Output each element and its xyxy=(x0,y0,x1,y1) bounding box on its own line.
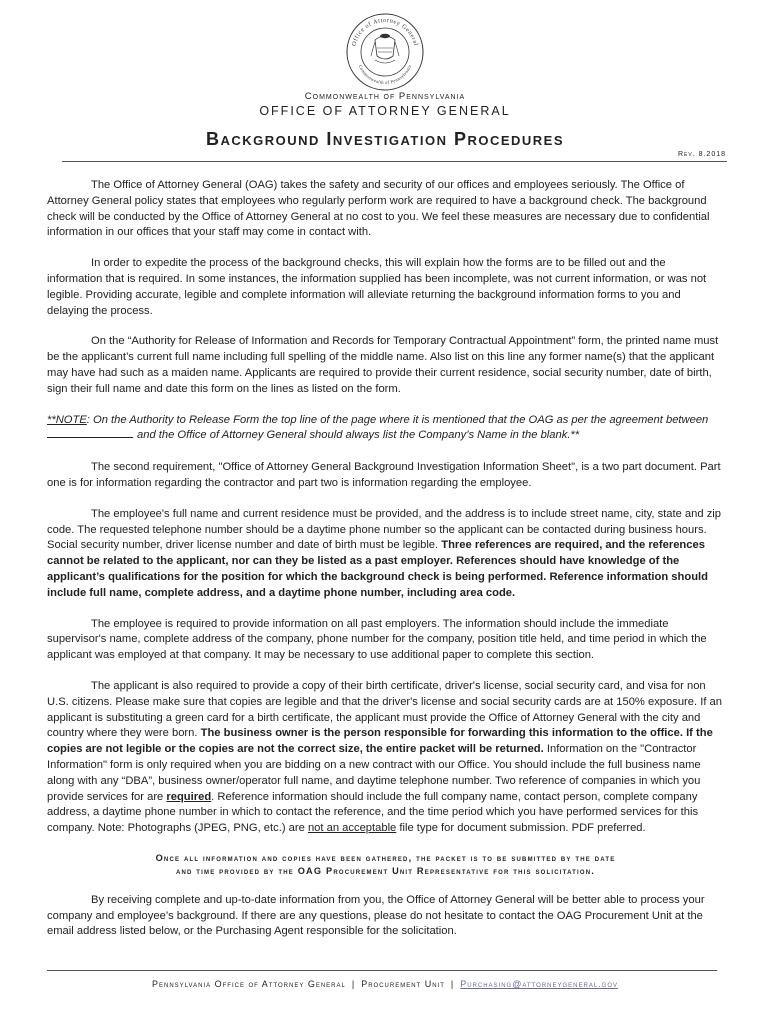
submission-notice xyxy=(47,852,724,878)
footer-org: Pennsylvania Office of Attorney General xyxy=(151,979,346,989)
paragraph-authority-form: On the “Authority for Release of Information and Records for Temporary Contractual Appointment” form, the printed name must be the applicant’s current full name including full spelling of the middle name. Also list on this line any former name(s) that the applicant may have had such as a maiden name. Applicants are required to provide their current residence, social security number, date of birth, sign their full name and date this form on the lines as listed on the form. xyxy=(47,335,719,395)
submission-notice-line1: Once all information and copies have been gathered, the packet is to be submitted by the date xyxy=(155,852,616,863)
pdf-preferred-text: file type for document submission. PDF preferred. xyxy=(399,822,646,835)
paragraph-past-employers: The employee is required to provide information on all past employers. The information should include the immediate supervisor's name, complete address of the company, phone number for the company, position title held, and time period in which the applicant was employed at that company. It may be necessary to use additional paper to complete this section. xyxy=(47,617,707,662)
revision-label: Rev. 8.2018 xyxy=(677,151,726,158)
page-title: Background Investigation Procedures xyxy=(205,129,565,149)
footer-unit: Procurement Unit xyxy=(361,979,445,989)
header-office: OFFICE OF ATTORNEY GENERAL xyxy=(259,104,511,118)
documents-text: The applicant is also required to provide a copy of their birth certificate, driver's license, social security card, and visa for non U.S. citizens. Please make sure that copies are legible and that the driver's license and social security cards are at 150% exposure. If an applicant is substituting a green card for a birth certificate, the applicant must provide the Office of Attorney General with the city and country where they were born. xyxy=(47,679,722,740)
paragraph-documents xyxy=(47,679,724,837)
company-name-blank xyxy=(47,428,133,438)
note-paragraph xyxy=(47,413,724,445)
paragraph-second-requirement: The second requirement, "Office of Attorney General Background Investigation Information Sheet", is a two part document. Part one is for information regarding the contractor and part two is information regarding the employee. xyxy=(47,461,721,489)
paragraph-closing: By receiving complete and up-to-date information from you, the Office of Attorney General will be better able to process your company and employee’s background. If there are any questions, please do not hesitate to contact the OAG Procurement Unit at the email address listed below, or the Purchasing Agent responsible for the solicitation. xyxy=(47,893,705,938)
seal-ring-text-top: Office of Attorney General xyxy=(350,16,420,47)
svg-text:Office of Attorney General xyxy=(351,17,420,47)
footer xyxy=(0,979,770,989)
note-label: **NOTE xyxy=(47,413,87,426)
footer-separator-2: | xyxy=(450,979,455,989)
owner-responsibility: The business owner is the person responsible for forwarding this information to the office. If the copies are not legible or the copies are not the correct size, the entire packet will be returned. xyxy=(47,727,713,756)
paragraph-intro: The Office of Attorney General (OAG) takes the safety and security of our offices and employees seriously. The Office of Attorney General policy states that employees who regularly perform work are required to have a background check. The background check will be conducted by the Office of Attorney General at no cost to you. We feel these measures are necessary due to confidential information in our offices that your staff may come in contact with. xyxy=(47,179,710,239)
header-commonwealth: Commonwealth of Pennsylvania xyxy=(304,91,466,102)
footer-separator-1: | xyxy=(351,979,356,989)
paragraph-expedite: In order to expedite the process of the background checks, this will explain how the forms are to be filled out and the information that is required. In some instances, the information supplied has been incomplete, was not current information, or was not legible. Providing accurate, legible and complete information will alleviate returning the background information forms to you and delaying the process. xyxy=(47,257,707,317)
required-emphasis: required xyxy=(166,790,212,803)
top-divider xyxy=(62,161,727,162)
note-text-1: : On the Authority to Release Form the top line of the page where it is mentioned that the OAG as per the agreement between xyxy=(86,413,709,426)
note-text-2: and the Office of Attorney General should always list the Company’s Name in the blank.** xyxy=(137,429,580,442)
paragraph-employee-info xyxy=(47,507,724,602)
not-acceptable-emphasis: not an acceptable xyxy=(307,822,397,835)
footer-email-link[interactable]: Purchasing@attorneygeneral.gov xyxy=(460,979,618,989)
references-requirement: Three references are required, and the references cannot be related to the applicant, nor can they be listed as a past employer. References should have knowledge of the applicant’s qualifications for the position for which the background check is being performed. Reference information should include full name, complete address, and a daytime phone number, including area code. xyxy=(47,539,708,599)
employee-info-text: The employee's full name and current residence must be provided, and the address is to include street name, city, state and zip code. The requested telephone number should be a daytime phone number so the applicant can be contacted during business hours. Social security number, driver license number and date of birth must be legible. xyxy=(47,507,722,552)
document-body xyxy=(47,178,724,955)
seal-ring-text-bottom: Commonwealth of Pennsylvania xyxy=(357,63,413,86)
oag-seal-logo xyxy=(345,12,425,92)
bottom-divider xyxy=(47,970,717,971)
contractor-info-text: Information on the "Contractor Information" form is only required when you are bidding on a new contract with our Office. You should include the full business name along with any “DBA”, business owner/operator full name, and daytime telephone number. Two reference of companies in which you provide services for are xyxy=(47,743,701,803)
reference-info-text: . Reference information should include the full company name, contact person, complete company address, a daytime phone number in which to contact the reference, and the time period which you have performed services for this company. Note: Photographs (JPEG, PNG, etc.) are xyxy=(47,790,699,835)
submission-notice-line2: and time provided by the OAG Procurement Unit Representative for this solicitation. xyxy=(175,865,596,876)
